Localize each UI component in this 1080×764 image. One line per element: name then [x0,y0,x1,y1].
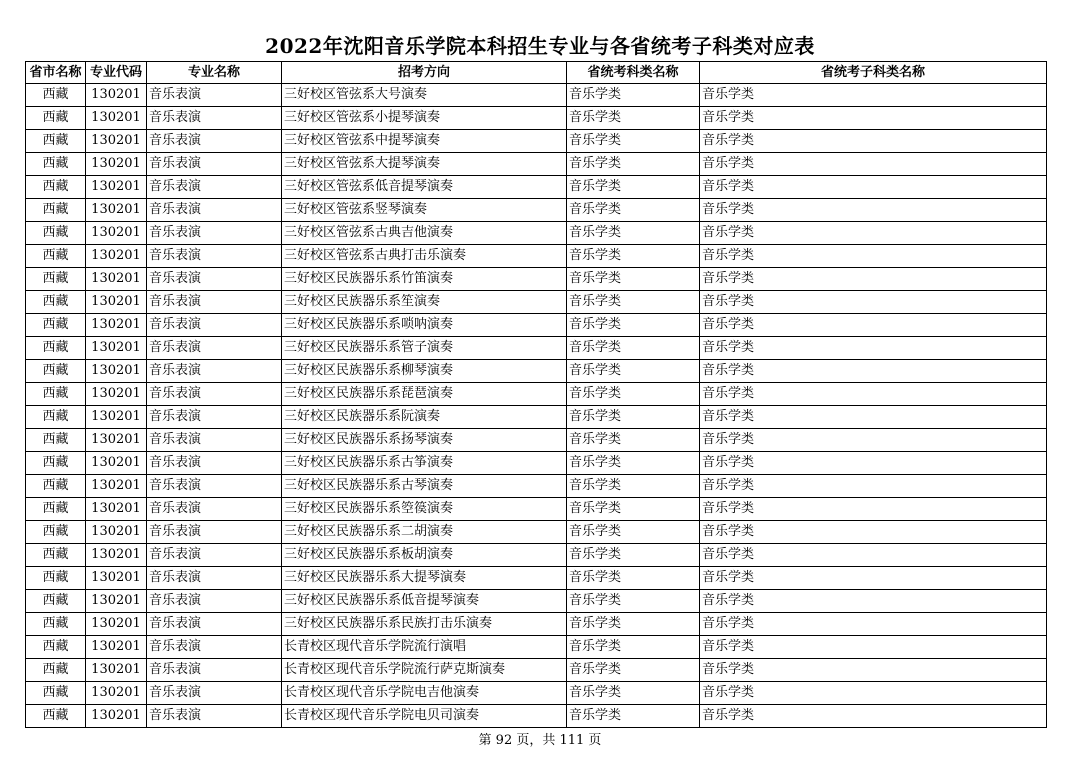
subcategory-cell: 音乐学类 [700,544,1047,567]
province-cell: 西藏 [26,636,86,659]
major-name-cell: 音乐表演 [147,705,282,728]
table-row [26,705,1047,728]
province-cell: 西藏 [26,153,86,176]
major-code-cell: 130201 [86,268,147,291]
major-code-cell: 130201 [86,590,147,613]
direction-cell: 三好校区民族器乐系竹笛演奏 [282,268,567,291]
major-name-cell: 音乐表演 [147,291,282,314]
subcategory-cell: 音乐学类 [700,153,1047,176]
subcategory-cell: 音乐学类 [700,314,1047,337]
major-code-cell: 130201 [86,567,147,590]
province-cell: 西藏 [26,590,86,613]
table-row [26,222,1047,245]
direction-cell: 三好校区民族器乐系箜篌演奏 [282,498,567,521]
category-cell: 音乐学类 [567,682,700,705]
table-row [26,383,1047,406]
category-cell: 音乐学类 [567,429,700,452]
category-cell: 音乐学类 [567,567,700,590]
province-cell: 西藏 [26,291,86,314]
table-row [26,682,1047,705]
major-code-cell: 130201 [86,314,147,337]
page-title: 2022年沈阳音乐学院本科招生专业与各省统考子科类对应表 [265,34,815,58]
province-cell: 西藏 [26,84,86,107]
major-name-cell: 音乐表演 [147,153,282,176]
subcategory-cell: 音乐学类 [700,268,1047,291]
direction-cell: 三好校区民族器乐系唢呐演奏 [282,314,567,337]
major-code-cell: 130201 [86,498,147,521]
province-cell: 西藏 [26,521,86,544]
direction-cell: 长青校区现代音乐学院电贝司演奏 [282,705,567,728]
table-row [26,613,1047,636]
major-name-cell: 音乐表演 [147,383,282,406]
major-code-cell: 130201 [86,406,147,429]
major-name-cell: 音乐表演 [147,107,282,130]
major-code-cell: 130201 [86,521,147,544]
category-cell: 音乐学类 [567,84,700,107]
major-name-cell: 音乐表演 [147,176,282,199]
major-name-cell: 音乐表演 [147,613,282,636]
province-cell: 西藏 [26,498,86,521]
direction-cell: 三好校区管弦系中提琴演奏 [282,130,567,153]
major-name-cell: 音乐表演 [147,498,282,521]
direction-cell: 长青校区现代音乐学院流行萨克斯演奏 [282,659,567,682]
category-cell: 音乐学类 [567,544,700,567]
subcategory-cell: 音乐学类 [700,452,1047,475]
header-category: 省统考科类名称 [567,62,700,84]
table-row [26,406,1047,429]
category-cell: 音乐学类 [567,521,700,544]
subcategory-cell: 音乐学类 [700,291,1047,314]
province-cell: 西藏 [26,176,86,199]
table-row [26,498,1047,521]
table-row [26,429,1047,452]
major-name-cell: 音乐表演 [147,314,282,337]
direction-cell: 三好校区管弦系古典打击乐演奏 [282,245,567,268]
direction-cell: 三好校区民族器乐系大提琴演奏 [282,567,567,590]
province-cell: 西藏 [26,107,86,130]
province-cell: 西藏 [26,475,86,498]
direction-cell: 三好校区管弦系大提琴演奏 [282,153,567,176]
direction-cell: 三好校区民族器乐系扬琴演奏 [282,429,567,452]
major-code-cell: 130201 [86,636,147,659]
subcategory-cell: 音乐学类 [700,659,1047,682]
category-cell: 音乐学类 [567,314,700,337]
direction-cell: 三好校区管弦系低音提琴演奏 [282,176,567,199]
category-cell: 音乐学类 [567,659,700,682]
direction-cell: 长青校区现代音乐学院流行演唱 [282,636,567,659]
major-name-cell: 音乐表演 [147,659,282,682]
direction-cell: 三好校区民族器乐系二胡演奏 [282,521,567,544]
header-subcategory: 省统考子科类名称 [700,62,1047,84]
direction-cell: 三好校区管弦系小提琴演奏 [282,107,567,130]
major-code-cell: 130201 [86,544,147,567]
page-footer: 第 92 页，共 111 页 [478,733,602,748]
category-cell: 音乐学类 [567,130,700,153]
province-cell: 西藏 [26,337,86,360]
direction-cell: 三好校区民族器乐系笙演奏 [282,291,567,314]
province-cell: 西藏 [26,452,86,475]
direction-cell: 三好校区民族器乐系柳琴演奏 [282,360,567,383]
major-code-cell: 130201 [86,107,147,130]
major-name-cell: 音乐表演 [147,268,282,291]
table-row [26,452,1047,475]
province-cell: 西藏 [26,360,86,383]
subcategory-cell: 音乐学类 [700,130,1047,153]
subcategory-cell: 音乐学类 [700,222,1047,245]
province-cell: 西藏 [26,383,86,406]
table-row [26,153,1047,176]
direction-cell: 三好校区民族器乐系古筝演奏 [282,452,567,475]
province-cell: 西藏 [26,659,86,682]
direction-cell: 三好校区民族器乐系琵琶演奏 [282,383,567,406]
table-row [26,636,1047,659]
major-code-cell: 130201 [86,613,147,636]
major-code-cell: 130201 [86,429,147,452]
subcategory-cell: 音乐学类 [700,107,1047,130]
major-code-cell: 130201 [86,176,147,199]
table-header [26,62,1047,84]
major-name-cell: 音乐表演 [147,475,282,498]
major-code-cell: 130201 [86,153,147,176]
subcategory-cell: 音乐学类 [700,84,1047,107]
table-row [26,84,1047,107]
table-body [26,84,1047,728]
major-name-cell: 音乐表演 [147,222,282,245]
direction-cell: 三好校区民族器乐系阮演奏 [282,406,567,429]
major-name-cell: 音乐表演 [147,360,282,383]
category-cell: 音乐学类 [567,153,700,176]
province-cell: 西藏 [26,544,86,567]
category-cell: 音乐学类 [567,107,700,130]
major-code-cell: 130201 [86,360,147,383]
province-cell: 西藏 [26,245,86,268]
table-row [26,107,1047,130]
major-code-cell: 130201 [86,130,147,153]
subcategory-cell: 音乐学类 [700,245,1047,268]
table-row [26,544,1047,567]
table-row [26,337,1047,360]
major-name-cell: 音乐表演 [147,544,282,567]
subcategory-cell: 音乐学类 [700,360,1047,383]
category-cell: 音乐学类 [567,245,700,268]
direction-cell: 三好校区管弦系古典吉他演奏 [282,222,567,245]
category-cell: 音乐学类 [567,222,700,245]
table-row [26,659,1047,682]
major-name-cell: 音乐表演 [147,429,282,452]
category-cell: 音乐学类 [567,590,700,613]
province-cell: 西藏 [26,429,86,452]
major-name-cell: 音乐表演 [147,337,282,360]
category-cell: 音乐学类 [567,199,700,222]
table-row [26,567,1047,590]
category-cell: 音乐学类 [567,337,700,360]
category-cell: 音乐学类 [567,498,700,521]
direction-cell: 长青校区现代音乐学院电吉他演奏 [282,682,567,705]
header-direction: 招考方向 [282,62,567,84]
header-major-code: 专业代码 [86,62,147,84]
category-cell: 音乐学类 [567,360,700,383]
province-cell: 西藏 [26,705,86,728]
subcategory-cell: 音乐学类 [700,682,1047,705]
admission-table [25,61,1047,728]
table-row [26,245,1047,268]
direction-cell: 三好校区民族器乐系民族打击乐演奏 [282,613,567,636]
province-cell: 西藏 [26,314,86,337]
category-cell: 音乐学类 [567,176,700,199]
subcategory-cell: 音乐学类 [700,567,1047,590]
subcategory-cell: 音乐学类 [700,636,1047,659]
category-cell: 音乐学类 [567,406,700,429]
subcategory-cell: 音乐学类 [700,590,1047,613]
major-name-cell: 音乐表演 [147,406,282,429]
major-name-cell: 音乐表演 [147,567,282,590]
major-name-cell: 音乐表演 [147,682,282,705]
subcategory-cell: 音乐学类 [700,521,1047,544]
subcategory-cell: 音乐学类 [700,176,1047,199]
major-code-cell: 130201 [86,659,147,682]
subcategory-cell: 音乐学类 [700,383,1047,406]
major-name-cell: 音乐表演 [147,636,282,659]
major-name-cell: 音乐表演 [147,199,282,222]
major-code-cell: 130201 [86,245,147,268]
category-cell: 音乐学类 [567,613,700,636]
province-cell: 西藏 [26,222,86,245]
table-row [26,314,1047,337]
table-row [26,268,1047,291]
province-cell: 西藏 [26,682,86,705]
subcategory-cell: 音乐学类 [700,199,1047,222]
table-row [26,199,1047,222]
major-code-cell: 130201 [86,705,147,728]
table-row [26,360,1047,383]
major-name-cell: 音乐表演 [147,452,282,475]
table-row [26,176,1047,199]
subcategory-cell: 音乐学类 [700,498,1047,521]
province-cell: 西藏 [26,199,86,222]
category-cell: 音乐学类 [567,475,700,498]
subcategory-cell: 音乐学类 [700,613,1047,636]
major-code-cell: 130201 [86,383,147,406]
major-name-cell: 音乐表演 [147,245,282,268]
category-cell: 音乐学类 [567,291,700,314]
direction-cell: 三好校区民族器乐系低音提琴演奏 [282,590,567,613]
subcategory-cell: 音乐学类 [700,705,1047,728]
province-cell: 西藏 [26,613,86,636]
table-row [26,475,1047,498]
category-cell: 音乐学类 [567,383,700,406]
direction-cell: 三好校区管弦系竖琴演奏 [282,199,567,222]
category-cell: 音乐学类 [567,636,700,659]
subcategory-cell: 音乐学类 [700,475,1047,498]
direction-cell: 三好校区民族器乐系管子演奏 [282,337,567,360]
subcategory-cell: 音乐学类 [700,429,1047,452]
major-code-cell: 130201 [86,291,147,314]
table-row [26,590,1047,613]
direction-cell: 三好校区民族器乐系古琴演奏 [282,475,567,498]
province-cell: 西藏 [26,406,86,429]
major-code-cell: 130201 [86,222,147,245]
major-code-cell: 130201 [86,84,147,107]
subcategory-cell: 音乐学类 [700,406,1047,429]
table-row [26,521,1047,544]
major-code-cell: 130201 [86,452,147,475]
province-cell: 西藏 [26,268,86,291]
major-code-cell: 130201 [86,682,147,705]
major-code-cell: 130201 [86,199,147,222]
header-major-name: 专业名称 [147,62,282,84]
table-row [26,291,1047,314]
major-name-cell: 音乐表演 [147,590,282,613]
province-cell: 西藏 [26,130,86,153]
subcategory-cell: 音乐学类 [700,337,1047,360]
major-code-cell: 130201 [86,475,147,498]
direction-cell: 三好校区管弦系大号演奏 [282,84,567,107]
major-code-cell: 130201 [86,337,147,360]
table-row [26,130,1047,153]
major-name-cell: 音乐表演 [147,521,282,544]
category-cell: 音乐学类 [567,268,700,291]
direction-cell: 三好校区民族器乐系板胡演奏 [282,544,567,567]
category-cell: 音乐学类 [567,452,700,475]
category-cell: 音乐学类 [567,705,700,728]
province-cell: 西藏 [26,567,86,590]
major-name-cell: 音乐表演 [147,130,282,153]
header-province: 省市名称 [26,62,86,84]
major-name-cell: 音乐表演 [147,84,282,107]
header-row [26,62,1047,84]
